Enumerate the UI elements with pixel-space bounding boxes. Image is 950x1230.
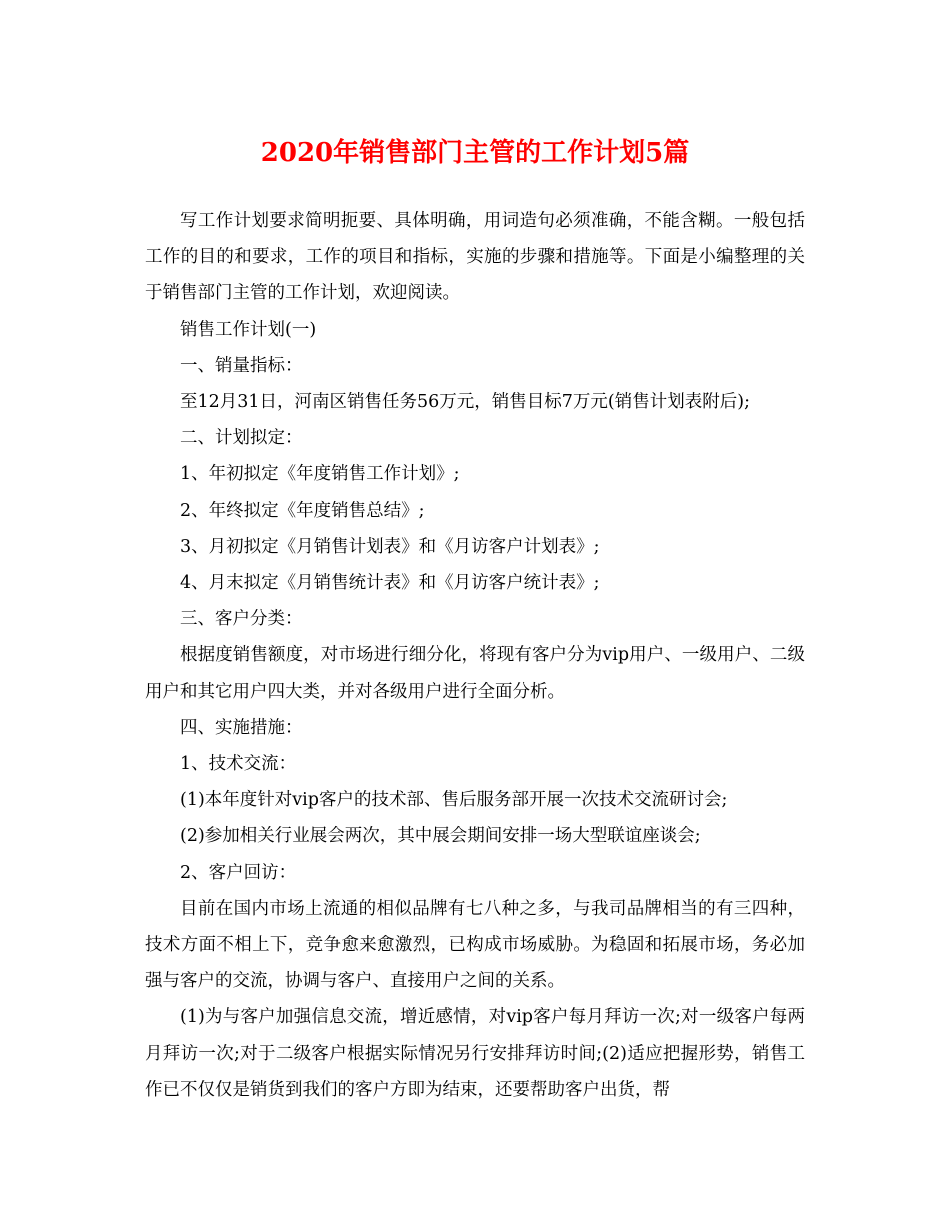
paragraph-tech-exchange-1: (1)本年度针对vip客户的技术部、售后服务部开展一次技术交流研讨会; [180,790,728,811]
paragraph-plan-3: 3、月初拟定《月销售计划表》和《月访客户计划表》; [180,536,600,557]
paragraph-heading-sales-target: 一、销量指标： [180,355,303,376]
paragraph-intro: 写工作计划要求简明扼要、具体明确，用词造句必须准确，不能含糊。一般包括工作的目的和要求，工作的项目和指标，实施的步骤和措施等。下面是小编整理的关于销售部门主管的工作计划，欢迎阅读。 [145,211,805,304]
paragraph-plan-4: 4、月末拟定《月销售统计表》和《月访客户统计表》; [180,573,600,594]
paragraph-heading-plan: 二、计划拟定： [180,428,303,449]
paragraph-market: 目前在国内市场上流通的相似品牌有七八种之多，与我司品牌相当的有三四种，技术方面不相上下，竞争愈来愈激烈，已构成市场威胁。为稳固和拓展市场，务必加强与客户的交流，协调与客户、直接用户之间的关系。 [145,898,805,992]
document-body [145,203,805,1108]
paragraph-sales-target: 至12月31日，河南区销售任务56万元，销售目标7万元(销售计划表附后); [180,392,750,413]
paragraph-heading-tech-exchange: 1、技术交流： [180,754,297,775]
paragraph-customers: 根据度销售额度，对市场进行细分化，将现有客户分为vip用户、一级用户、二级用户和其它用户四大类，并对各级用户进行全面分析。 [145,645,805,702]
paragraph-visits: (1)为与客户加强信息交流，增近感情，对vip客户每月拜访一次;对一级客户每两月拜访一次;对于二级客户根据实际情况另行安排拜访时间;(2)适应把握形势，销售工作已不仅仅是销货到我们的客户方即为结束，还要帮助客户出货，帮 [145,1007,805,1100]
paragraph-heading-measures: 四、实施措施： [180,717,303,738]
paragraph-section-heading: 销售工作计划(一) [180,319,317,340]
paragraph-plan-1: 1、年初拟定《年度销售工作计划》; [180,464,460,485]
paragraph-heading-customers: 三、客户分类： [180,609,303,630]
paragraph-plan-2: 2、年终拟定《年度销售总结》; [180,500,425,521]
paragraph-tech-exchange-2: (2)参加相关行业展会两次，其中展会期间安排一场大型联谊座谈会; [180,826,701,847]
document-title: 2020年销售部门主管的工作计划5篇 [260,138,690,168]
paragraph-heading-visits: 2、客户回访： [180,862,297,883]
